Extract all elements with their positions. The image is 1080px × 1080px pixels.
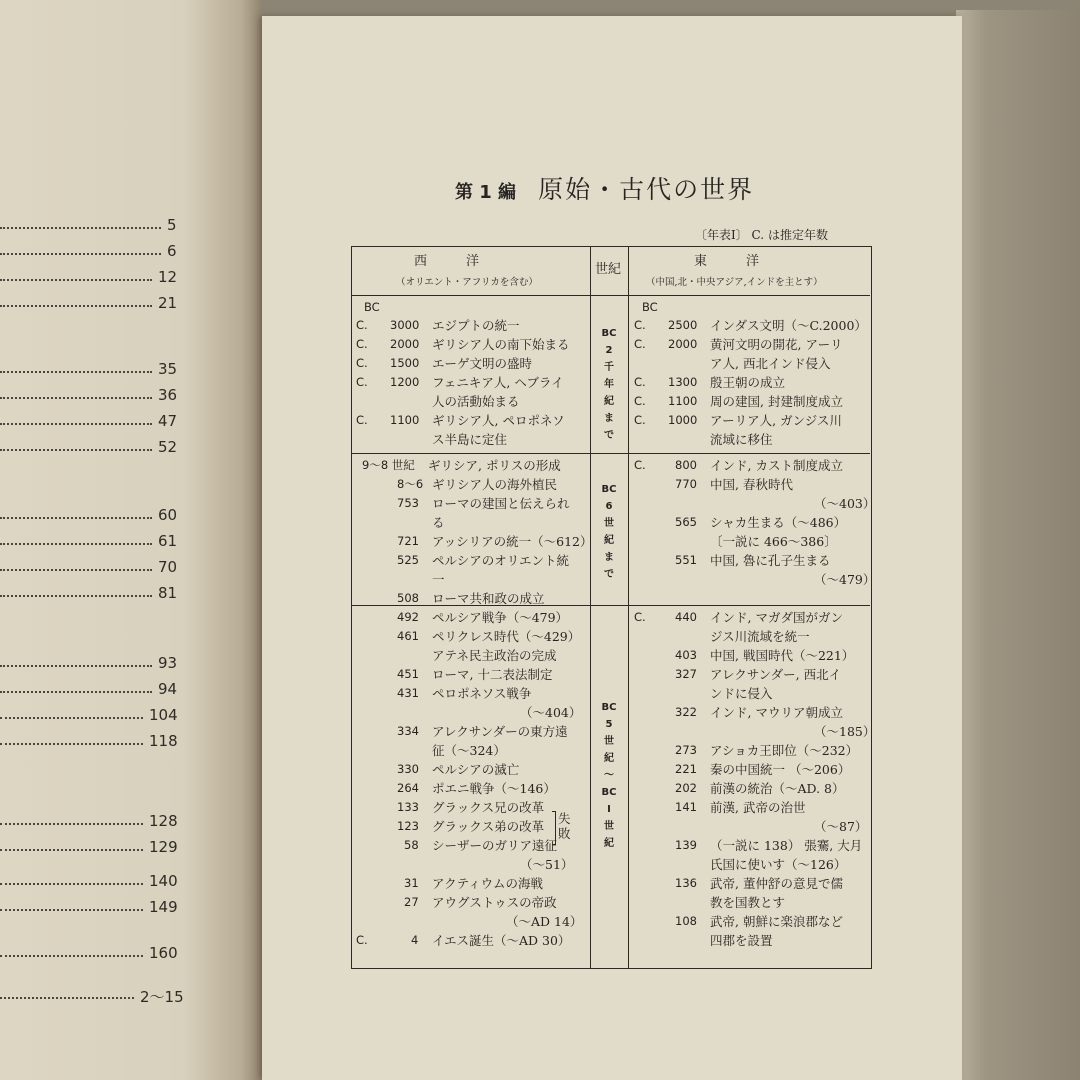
century-label: BC 2 千 年 紀 ま で [601,328,617,441]
toc-page-number: 35 [158,360,178,378]
toc-dot-leader [0,569,152,571]
west-event-text: シーザーのガリア遠征 [432,838,558,853]
header-west: 西 洋 [414,254,480,269]
header-east: 東 洋 [694,254,760,269]
west-event-text: （〜404） [520,705,582,720]
failure-bracket-label: 失 敗 [558,811,571,841]
toc-dot-leader [0,279,152,281]
west-year: 492 [397,610,419,624]
west-event-text: 人の活動始まる [432,394,520,409]
toc-page-number: 118 [149,732,178,750]
east-year: 403 [675,648,697,662]
west-year: 31 [404,876,419,890]
toc-page-number: 129 [149,838,178,856]
east-event-text: 中国, 魯に孔子生まる [710,553,831,568]
east-year: 141 [675,800,697,814]
east-circa-mark: C. [634,458,646,472]
header-divider [352,295,870,296]
toc-entry [0,506,262,530]
toc-entry [0,654,262,678]
east-event-text: インド, カスト制度成立 [710,458,843,473]
east-circa-mark: C. [634,610,646,624]
toc-page-number: 140 [149,872,178,890]
toc-page-number: 94 [158,680,178,698]
west-event-text: イエス誕生（〜AD 30） [432,933,571,948]
west-event-text: ギリシア人, ペロポネソ [432,413,565,428]
toc-page-number: 5 [167,216,177,234]
east-event-text: 武帝, 董仲舒の意見で儒 [710,876,843,891]
east-event-text: 中国, 春秋時代 [710,477,793,492]
table-caption: 〔年表Ⅰ〕 C. は推定年数 [695,228,828,242]
west-circa-mark: C. [356,413,368,427]
east-event-text: インダス文明（〜C.2000） [710,318,867,333]
east-year: 551 [675,553,697,567]
west-event-text: （〜51） [520,857,574,872]
header-century: 世紀 [595,262,622,277]
west-year: 525 [397,553,419,567]
west-year: 2000 [390,337,420,351]
west-event-text: 征（〜324） [432,743,506,758]
west-circa-mark: C. [356,337,368,351]
west-event-text: ペルシアのオリエント統 [432,553,569,568]
west-event-text: アウグストゥスの帝政 [432,895,557,910]
west-event-text: アクティウムの海戦 [432,876,544,891]
east-year: 221 [675,762,697,776]
east-event-text: 武帝, 朝鮮に楽浪郡など [710,914,843,929]
toc-entry [0,294,262,318]
toc-dot-leader [0,823,143,825]
west-year: 264 [397,781,419,795]
east-circa-mark: C. [634,337,646,351]
toc-dot-leader [0,227,161,229]
toc-entry [0,872,262,896]
east-event-text: 四郡を設置 [710,933,773,948]
toc-page-number: 60 [158,506,178,524]
toc-entry [0,838,262,862]
toc-entry [0,360,262,384]
toc-page-number: 61 [158,532,178,550]
west-era-prefix: BC [364,300,380,314]
east-event-text: インド, マガダ国がガン [710,610,843,625]
west-year: 1500 [390,356,420,370]
east-year: 1000 [668,413,698,427]
toc-page-number: 36 [158,386,178,404]
west-year: 431 [397,686,419,700]
east-year: 565 [675,515,697,529]
west-event-text: ローマ, 十二表法制定 [432,667,553,682]
toc-page-number: 70 [158,558,178,576]
west-event-text: （〜AD 14） [506,914,583,929]
east-event-text: 黄河文明の開花, アーリ [710,337,843,352]
section-title: 原始・古代の世界 [538,175,755,204]
east-era-prefix: BC [642,300,658,314]
east-event-text: アーリア人, ガンジス川 [710,413,842,428]
toc-dot-leader [0,595,152,597]
east-event-text: ジス川流域を統一 [710,629,810,644]
west-event-text: ス半島に定住 [432,432,508,447]
west-year: 1200 [390,375,420,389]
toc-page-number: 2〜15 [140,988,184,1006]
west-event-text: ギリシア人の海外植民 [432,477,558,492]
section-divider [352,605,870,606]
west-circa-mark: C. [356,318,368,332]
east-year: 322 [675,705,697,719]
section-divider [352,453,870,454]
east-event-text: 流域に移住 [710,432,773,447]
toc-page-number: 104 [149,706,178,724]
toc-dot-leader [0,371,152,373]
toc-page-number: 52 [158,438,178,456]
century-label: BC 5 世 紀 〜 BC Ⅰ 世 紀 [601,702,617,849]
west-year: 133 [397,800,419,814]
west-event-text: グラックス兄の改革 [432,800,545,815]
toc-entry [0,584,262,608]
toc-entry [0,898,262,922]
east-year: 139 [675,838,697,852]
east-event-text: （〜87） [814,819,868,834]
east-year: 800 [675,458,697,472]
west-year: 334 [397,724,419,738]
west-event-text: ペルシア戦争（〜479） [432,610,569,625]
east-event-text: 中国, 戦国時代（〜221） [710,648,855,663]
west-circa-mark: C. [356,933,368,947]
west-event-text: ギリシア, ポリスの形成 [428,458,561,473]
west-event-text: エジプトの統一 [432,318,520,333]
toc-dot-leader [0,423,152,425]
west-year: 330 [397,762,419,776]
east-year: 273 [675,743,697,757]
west-event-text: ポエニ戦争（〜146） [432,781,556,796]
west-year: 451 [397,667,419,681]
toc-entry [0,680,262,704]
east-year: 108 [675,914,697,928]
toc-page-number: 128 [149,812,178,830]
east-event-text: 教を国教とす [710,895,786,910]
toc-entry [0,216,262,240]
east-event-text: （〜479） [814,572,876,587]
toc-dot-leader [0,743,143,745]
left-page [0,0,262,1080]
toc-page-number: 149 [149,898,178,916]
column-divider [628,247,629,968]
west-year: 461 [397,629,419,643]
east-event-text: 氏国に使いす（〜126） [710,857,847,872]
toc-dot-leader [0,883,143,885]
toc-entry [0,558,262,582]
east-year: 2500 [668,318,698,332]
toc-entry [0,732,262,756]
header-east-sub: （中国,北・中央アジア,インドを主とす） [646,277,823,288]
east-event-text: （〜403） [814,496,876,511]
west-event-text: 一 [432,572,445,587]
east-year: 1100 [668,394,698,408]
toc-page-number: 93 [158,654,178,672]
west-event-text: フェニキア人, ヘブライ [432,375,564,390]
west-circa-mark: C. [356,356,368,370]
toc-entry [0,986,262,1010]
toc-page-number: 160 [149,944,178,962]
west-event-text: アッシリアの統一（〜612） [432,534,593,549]
toc-dot-leader [0,397,152,399]
east-circa-mark: C. [634,318,646,332]
toc-dot-leader [0,909,143,911]
page-edge [956,10,1080,1080]
toc-entry [0,412,262,436]
toc-entry [0,944,262,968]
east-circa-mark: C. [634,413,646,427]
west-year: 1100 [390,413,420,427]
toc-page-number: 21 [158,294,178,312]
toc-page-number: 12 [158,268,178,286]
toc-entry [0,438,262,462]
west-event-text: アテネ民主政治の完成 [432,648,557,663]
toc-page-number: 81 [158,584,178,602]
east-year: 1300 [668,375,698,389]
east-event-text: アショカ王即位（〜232） [710,743,859,758]
west-event-text: ローマ共和政の成立 [432,591,545,606]
toc-entry [0,812,262,836]
toc-dot-leader [0,543,152,545]
toc-dot-leader [0,955,143,957]
east-event-text: 〔一説に 466〜386〕 [710,534,837,549]
east-event-text: 前漢の統治（〜AD. 8） [710,781,845,796]
west-event-text: ペルシアの滅亡 [432,762,520,777]
part-number: 第 1 編 [455,182,517,203]
header-west-sub: （オリエント・アフリカを含む） [396,277,538,288]
east-event-text: 殷王朝の成立 [710,375,786,390]
west-year: 721 [397,534,419,548]
west-year: 123 [397,819,419,833]
west-event-text: ローマの建国と伝えられ [432,496,570,511]
toc-dot-leader [0,691,152,693]
west-event-text: ペリクレス時代（〜429） [432,629,581,644]
section-heading [455,170,815,206]
toc-dot-leader [0,717,143,719]
east-year: 2000 [668,337,698,351]
east-event-text: 秦の中国統一 （〜206） [710,762,851,777]
toc-dot-leader [0,449,152,451]
west-event-text: エーゲ文明の盛時 [432,356,533,371]
west-event-text: ペロポネソス戦争 [432,686,532,701]
west-circa-mark: C. [356,375,368,389]
west-event-text: ギリシア人の南下始まる [432,337,570,352]
west-year: 753 [397,496,419,510]
east-year: 440 [675,610,697,624]
east-year: 202 [675,781,697,795]
east-event-text: （〜185） [814,724,876,739]
east-event-text: 前漢, 武帝の治世 [710,800,806,815]
east-event-text: ンドに侵入 [710,686,773,701]
east-event-text: アレクサンダー, 西北イ [710,667,842,682]
west-year: 508 [397,591,419,605]
toc-page-number: 47 [158,412,178,430]
west-year: 3000 [390,318,420,332]
west-event-text: る [432,515,445,530]
toc-entry [0,706,262,730]
west-event-text: アレクサンダーの東方遠 [432,724,568,739]
east-event-text: インド, マウリア朝成立 [710,705,843,720]
toc-dot-leader [0,997,134,999]
east-circa-mark: C. [634,375,646,389]
toc-dot-leader [0,665,152,667]
west-year: 4 [411,933,419,947]
toc-entry [0,242,262,266]
west-year: 58 [404,838,419,852]
toc-dot-leader [0,305,152,307]
west-year: 9〜8 世紀 [362,458,415,472]
chronology-table [351,246,876,969]
east-event-text: シャカ生まる（〜486） [710,515,847,530]
toc-dot-leader [0,253,161,255]
east-event-text: ア人, 西北インド侵入 [710,356,831,371]
toc-page-number: 6 [167,242,177,260]
west-event-text: グラックス弟の改革 [432,819,545,834]
east-event-text: 周の建国, 封建制度成立 [710,394,843,409]
east-year: 770 [675,477,697,491]
east-event-text: （一説に 138） 張騫, 大月 [710,838,863,853]
east-circa-mark: C. [634,394,646,408]
toc-entry [0,268,262,292]
toc-dot-leader [0,517,152,519]
toc-entry [0,386,262,410]
east-year: 327 [675,667,697,681]
east-year: 136 [675,876,697,890]
toc-dot-leader [0,849,143,851]
toc-entry [0,532,262,556]
west-year: 8〜6 [397,477,424,491]
century-label: BC 6 世 紀 ま で [601,484,617,580]
west-year: 27 [404,895,419,909]
